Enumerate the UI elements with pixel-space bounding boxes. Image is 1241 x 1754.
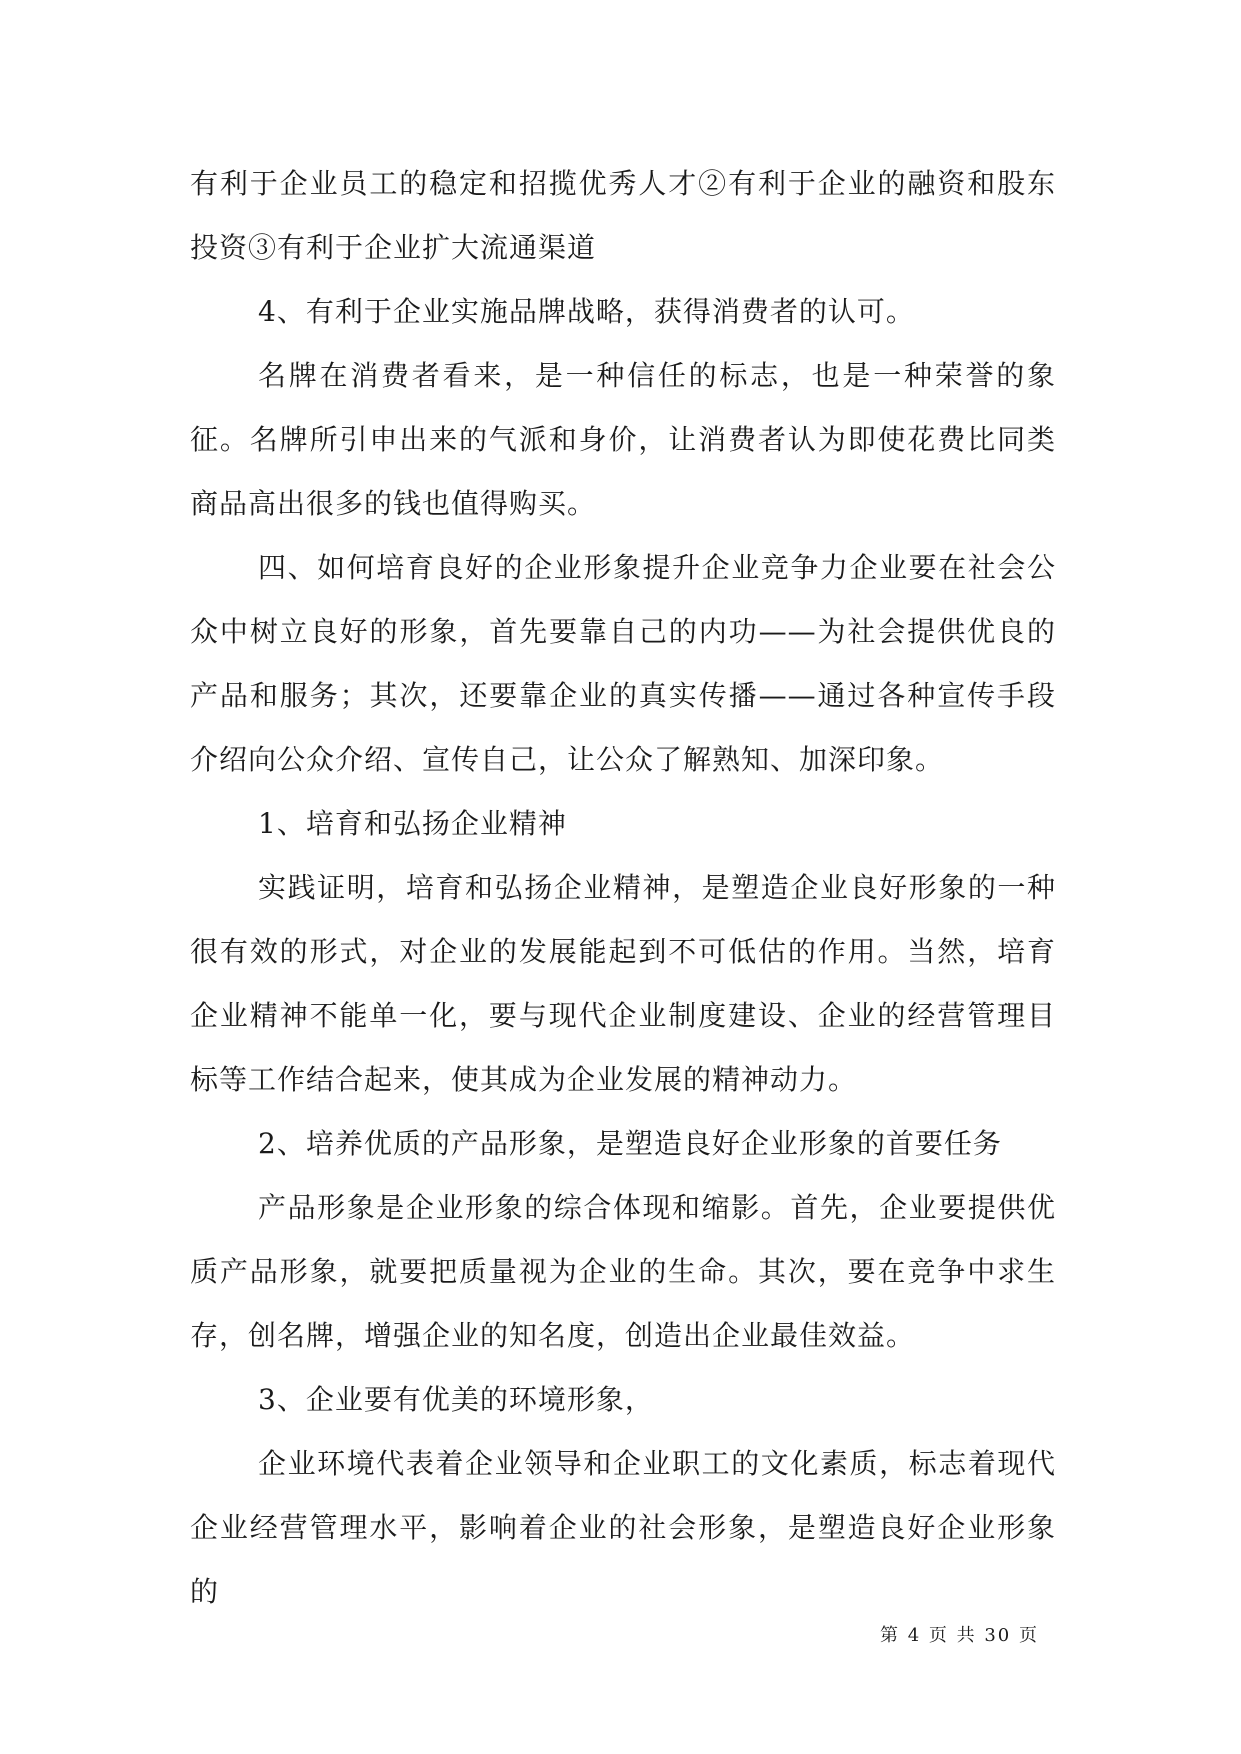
paragraph-environment: 企业环境代表着企业领导和企业职工的文化素质，标志着现代企业经营管理水平，影响着企业的社会形象，是塑造良好企业形象的 (190, 1447, 1056, 1608)
paragraph-product: 产品形象是企业形象的综合体现和缩影。首先，企业要提供优质产品形象，就要把质量视为企业的生命。其次，要在竞争中求生存，创名牌，增强企业的知名度，创造出企业最佳效益。 (190, 1191, 1056, 1352)
paragraph-spirit: 实践证明，培育和弘扬企业精神，是塑造企业良好形象的一种很有效的形式，对企业的发展能起到不可低估的作用。当然，培育企业精神不能单一化，要与现代企业制度建设、企业的经营管理目标等工作结合起来，使其成为企业发展的精神动力。 (190, 871, 1056, 1096)
heading-item-1: 1、培育和弘扬企业精神 (258, 807, 567, 840)
paragraph-brand: 名牌在消费者看来，是一种信任的标志，也是一种荣誉的象征。名牌所引申出来的气派和身价，让消费者认为即使花费比同类商品高出很多的钱也值得购买。 (190, 359, 1056, 520)
heading-item-4: 4、有利于企业实施品牌战略，获得消费者的认可。 (258, 295, 915, 328)
paragraph-continuation: 有利于企业员工的稳定和招揽优秀人才②有利于企业的融资和股东投资③有利于企业扩大流通渠道 (190, 167, 1056, 264)
heading-item-2: 2、培养优质的产品形象，是塑造良好企业形象的首要任务 (258, 1127, 1002, 1160)
heading-item-3: 3、企业要有优美的环境形象， (258, 1383, 654, 1416)
document-body (190, 152, 1056, 1624)
section-heading-4: 四、如何培育良好的企业形象提升企业竞争力企业要在社会公众中树立良好的形象，首先要靠自己的内功——为社会提供优良的产品和服务；其次，还要靠企业的真实传播——通过各种宣传手段介绍向公众介绍、宣传自己，让公众了解熟知、加深印象。 (190, 551, 1056, 776)
page-number-footer: 第 4 页 共 30 页 (880, 1625, 1039, 1646)
